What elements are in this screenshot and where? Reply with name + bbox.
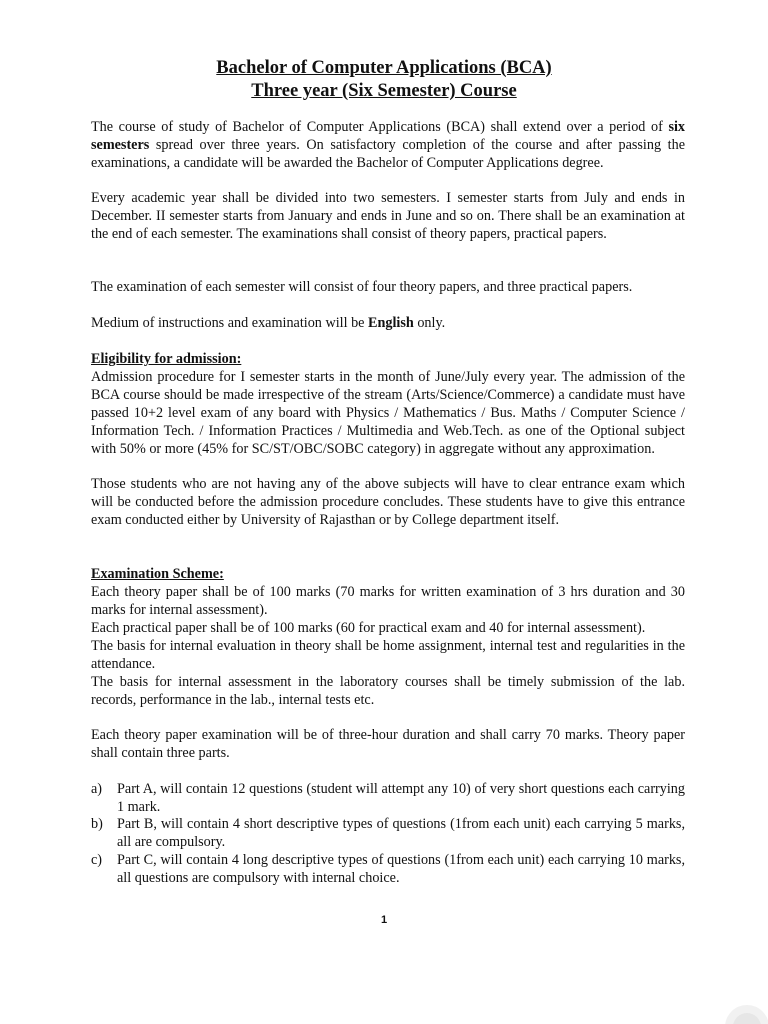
eligibility-paragraph-1: Admission procedure for I semester starts in the month of June/July every year. The admission of the BCA course should be made irrespective of the stream (Arts/Science/Commerce) a candidate must have passed 10+2 level exam of any board with Physics / Mathematics / Bus. Maths / Computer Science / Information Tech. / Information Practices / Multimedia and Web.Tech. as one of the Optional subject with 50% or more (45% for SC/ST/OBC/SOBC category) in aggregate without any approximation. xyxy=(91,369,685,458)
list-item xyxy=(91,780,685,816)
list-item-text: Part B, will contain 4 short descriptive types of questions (1from each unit) each carrying 5 marks, all are compulsory. xyxy=(117,816,685,851)
exam-scheme-line-1: Each theory paper shall be of 100 marks (70 marks for written examination of 3 hrs duration and 30 marks for internal assessment). xyxy=(91,584,685,619)
list-item xyxy=(91,851,685,887)
exam-scheme-line-2: Each practical paper shall be of 100 marks (60 for practical exam and 40 for internal assessment). xyxy=(91,620,646,636)
intro-paragraph-2: Every academic year shall be divided into two semesters. I semester starts from July and ends in December. II semester starts from January and ends in June and so on. There shall be an examination at the end of each semester. The examinations shall consist of theory papers, practical papers. xyxy=(91,190,685,243)
intro-paragraph-3: The examination of each semester will consist of four theory papers, and three practical papers. xyxy=(91,279,633,295)
intro-p1-text-a: The course of study of Bachelor of Computer Applications (BCA) shall extend over a period of xyxy=(91,119,669,135)
intro-paragraph-4 xyxy=(91,314,685,332)
eligibility-heading: Eligibility for admission: xyxy=(91,351,242,367)
exam-scheme-line-4: The basis for internal assessment in the laboratory courses shall be timely submission of the lab. records, performance in the lab., internal tests etc. xyxy=(91,674,685,709)
list-marker: c) xyxy=(91,852,103,868)
intro-paragraph-1 xyxy=(91,118,685,172)
list-item-text: Part A, will contain 12 questions (student will attempt any 10) of very short questions each carrying 1 mark. xyxy=(117,781,685,816)
intro-p1-bold: six semesters xyxy=(91,119,685,154)
page-number: 1 xyxy=(380,914,388,926)
document-subtitle: Three year (Six Semester) Course xyxy=(251,81,517,101)
watermark-logo xyxy=(707,997,768,1024)
intro-p4-text-a: Medium of instructions and examination will be xyxy=(91,315,369,331)
eligibility-paragraph-2: Those students who are not having any of the above subjects will have to clear entrance exam which will be conducted before the admission procedure concludes. These students have to give this entrance exam conducted either by University of Rajasthan or by College department itself. xyxy=(91,476,685,529)
list-marker: a) xyxy=(91,781,103,797)
intro-p4-bold: English xyxy=(368,315,414,331)
intro-p1-text-b: spread over three years. On satisfactory completion of the course and after passing the examinations, a candidate will be awarded the Bachelor of Computer Applications degree. xyxy=(91,137,685,172)
list-item-text: Part C, will contain 4 long descriptive types of questions (1from each unit) each carrying 10 marks, all questions are compulsory with internal choice. xyxy=(117,852,685,887)
list-item xyxy=(91,815,685,851)
watermark-logo-icon xyxy=(707,997,768,1024)
intro-p4-text-b: only. xyxy=(413,315,446,331)
exam-scheme-line-3: The basis for internal evaluation in theory shall be home assignment, internal test and regularities in the attendance. xyxy=(91,638,685,673)
exam-scheme-heading: Examination Scheme: xyxy=(91,566,224,582)
list-marker: b) xyxy=(91,816,103,832)
document-title: Bachelor of Computer Applications (BCA) xyxy=(216,58,552,78)
exam-scheme-paragraph-5: Each theory paper examination will be of three-hour duration and shall carry 70 marks. Theory paper shall contain three parts. xyxy=(91,727,685,762)
